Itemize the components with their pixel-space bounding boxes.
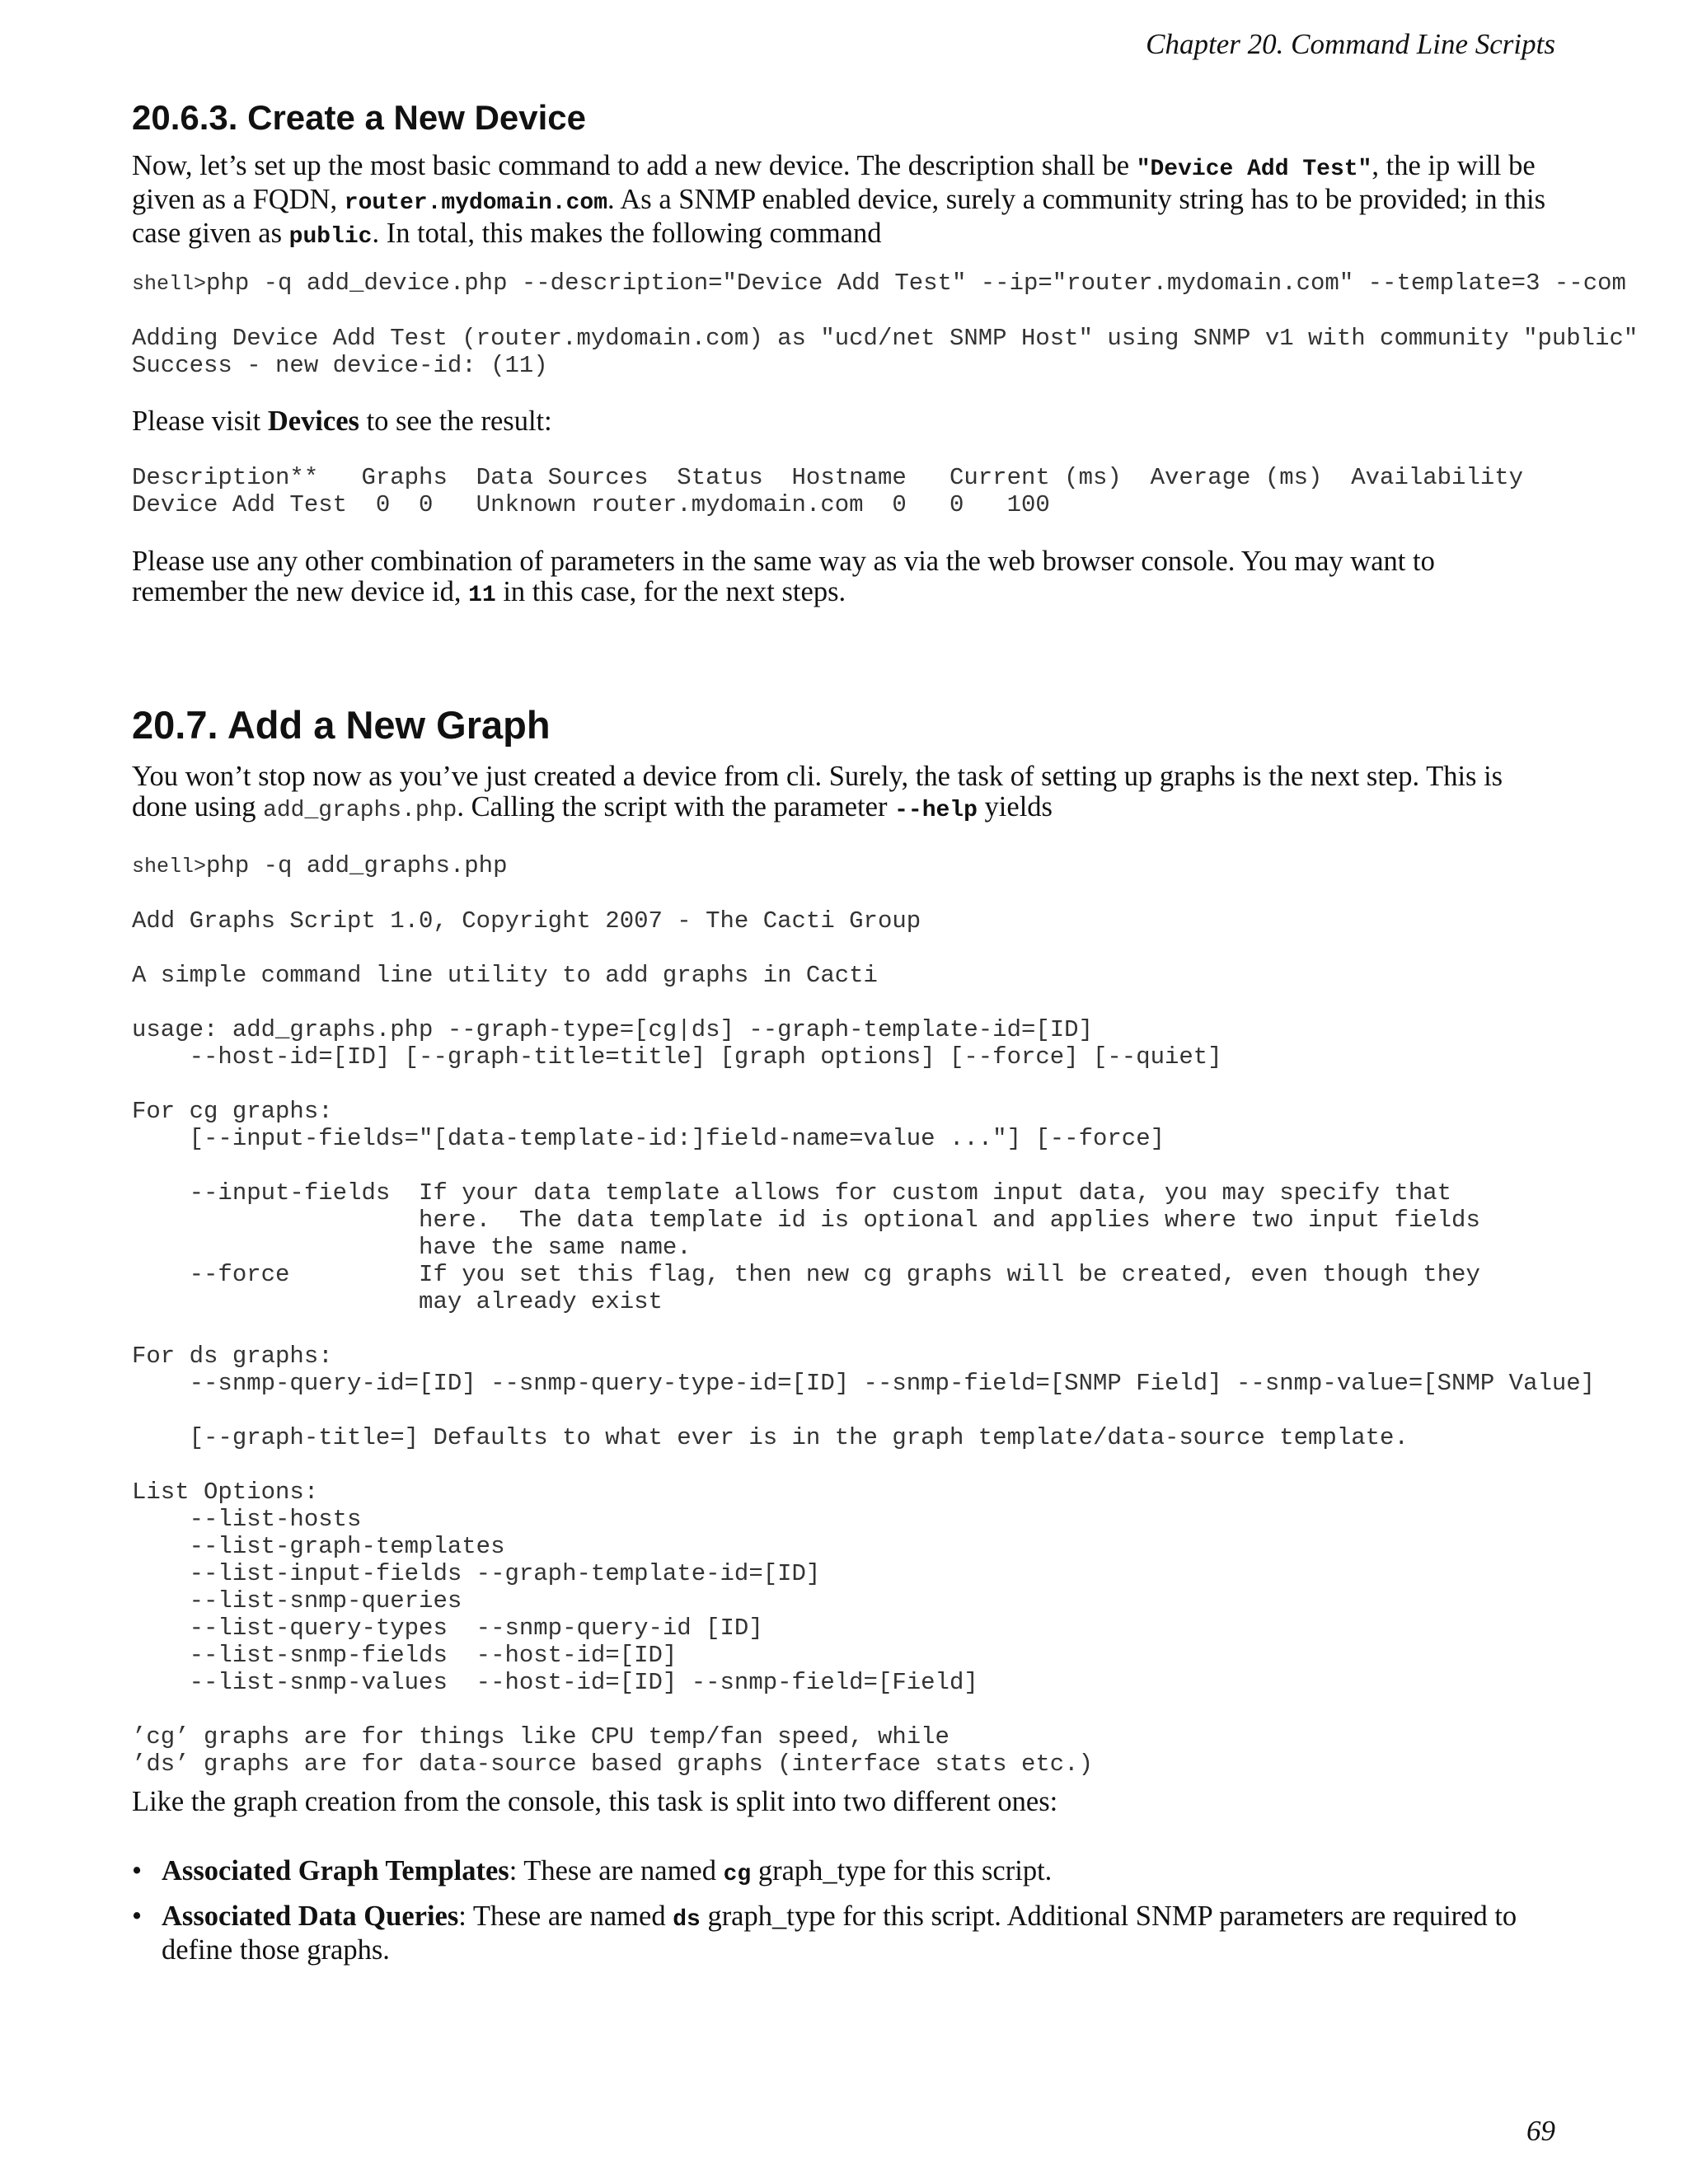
list-item: • Associated Graph Templates: These are named cg graph_type for this script. [132, 1855, 1053, 1887]
device-result-table [132, 464, 1688, 518]
add-graphs-help-block [132, 852, 1688, 1778]
devices-label: Devices [267, 405, 359, 437]
running-header: Chapter 20. Command Line Scripts [1146, 28, 1555, 60]
list-item: • Associated Data Queries: These are named ds graph_type for this script. Additional SNMP parameters are required to define those graphs. [132, 1900, 1517, 1966]
visit-devices-paragraph: Please visit Devices to see the result: [132, 405, 552, 437]
add-device-command-block [132, 269, 1688, 379]
inline-code-ds: ds [673, 1907, 701, 1933]
inline-code-fqdn: router.mydomain.com [344, 190, 608, 216]
add-device-command: php -q add_device.php --description="Device Add Test" --ip="router.mydomain.com" --template=3 --com [206, 269, 1626, 297]
section-heading-create-device: 20.6.3. Create a New Device [132, 98, 587, 137]
shell-prompt: shell> [132, 272, 207, 296]
closing-paragraph: Please use any other combination of parameters in the same way as via the web browser console. You may want to remember the new device id, 11 in this case, for the next steps. [132, 546, 1435, 608]
graph-type-list [132, 1856, 1556, 1977]
intro-paragraph: Now, let’s set up the most basic command to add a new device. The description shall be "Device Add Test", the ip will be given as a FQDN, router.mydomain.com. As a SNMP enabled device, surely a community string has to be provided; in this case given as public. In total, this makes the following command [132, 150, 1546, 250]
inline-code-cg: cg [723, 1862, 752, 1887]
result-table-row: Device Add Test 0 0 Unknown router.mydomain.com 0 0 100 [132, 491, 1050, 518]
add-device-output-line: Success - new device-id: (11) [132, 352, 548, 379]
section-heading-add-graph: 20.7. Add a New Graph [132, 703, 551, 747]
shell-prompt: shell> [132, 855, 207, 879]
add-device-output-line: Adding Device Add Test (router.mydomain.com) as "ucd/net SNMP Host" using SNMP v1 with community "public" [132, 325, 1639, 352]
inline-code-help-flag: --help [894, 798, 978, 823]
bullet-icon: • [132, 1900, 143, 1932]
inline-code-description: "Device Add Test" [1136, 157, 1372, 182]
bullet-icon: • [132, 1855, 143, 1886]
result-table-header: Description** Graphs Data Sources Status Hostname Current (ms) Average (ms) Availability [132, 464, 1524, 491]
inline-code-community: public [288, 224, 373, 250]
add-graph-intro-paragraph: You won’t stop now as you’ve just created a device from cli. Surely, the task of setting up graphs is the next step. This is done using add_graphs.php. Calling the script with the parameter --help yields [132, 761, 1503, 823]
inline-code-device-id: 11 [468, 583, 496, 608]
inline-code-script-name: add_graphs.php [263, 798, 457, 823]
split-paragraph: Like the graph creation from the console, this task is split into two different ones: [132, 1786, 1058, 1817]
page-number: 69 [1526, 2115, 1555, 2147]
help-output: Add Graphs Script 1.0, Copyright 2007 - The Cacti Group A simple command line utility to add graphs in Cacti usage: add_graphs.php --graph-type=[cg|ds] --graph-template-id=[ID] --host-id=[ID] [--graph-title=title] [graph options] [--force] [--quiet] For cg graphs: [--input-fields="[data-template-id:]field-name=value ..."] [--force] --input-fields If your data template allows for custom input data, you may specify that here. The data template id is optional and applies where two input fields have the same name. --force If you set this flag, then new cg graphs will be created, even though they may already exist For ds graphs: --snmp-query-id=[ID] --snmp-query-type-id=[ID] --snmp-field=[SNMP Field] --snmp-value=[SNMP Value] [--graph-title=] Defaults to what ever is in the graph template/data-source template. List Options: --list-hosts --list-graph-templates --list-input-fields --graph-template-id=[ID] --list-snmp-queries --list-query-types --snmp-query-id [ID] --list-snmp-fields --host-id=[ID] --list-snmp-values --host-id=[ID] --snmp-field=[Field] ’cg’ graphs are for things like CPU temp/fan speed, while ’ds’ graphs are for data-source based graphs (interface stats etc.) [132, 907, 1596, 1778]
add-graphs-command: php -q add_graphs.php [206, 852, 508, 879]
